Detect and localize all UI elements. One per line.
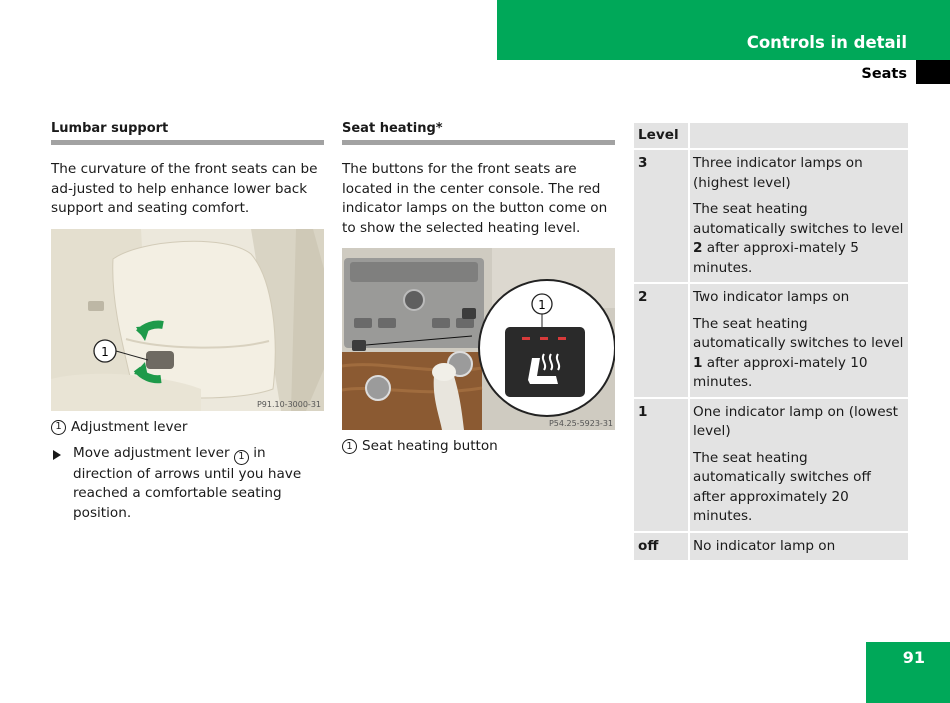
callout-number-icon: 1 <box>51 420 66 435</box>
lumbar-seat-illustration <box>51 229 324 411</box>
level-note: The seat heating automatically switches off after approximately 20 minutes. <box>693 449 871 524</box>
lumbar-instruction <box>51 444 324 523</box>
level-value: 2 <box>634 284 688 397</box>
instruction-text-end: in direction of arrows until you have reached a comfortable seating position. <box>73 445 302 521</box>
table-row <box>634 533 908 561</box>
level-description <box>690 533 908 561</box>
level-value: off <box>634 533 688 561</box>
callout-number-icon: 1 <box>342 439 357 454</box>
heating-levels-table <box>634 123 908 562</box>
page-number-band <box>866 642 950 703</box>
table-header-row <box>634 123 908 148</box>
level-note: The seat heating automatically switches to level 2 after approxi-mately 5 minutes. <box>693 201 904 276</box>
lumbar-body: The curvature of the front seats can be ad-justed to help enhance lower back support and seating comfort. <box>51 161 318 216</box>
seat-heating-caption <box>342 437 615 457</box>
table-header-description <box>690 123 908 148</box>
heating-callout-number: 1 <box>538 298 546 312</box>
center-console-illustration <box>342 248 615 430</box>
section-title: Seats <box>861 66 907 82</box>
heading-rule <box>51 140 324 145</box>
lumbar-callout-number: 1 <box>101 344 109 359</box>
lumbar-support-column <box>51 120 324 523</box>
level-note: The seat heating automatically switches to level 1 after approxi-mately 10 minutes. <box>693 315 904 390</box>
seat-heating-body: The buttons for the front seats are located in the center console. The red indicator lamps on the button come on to show the selected heating level. <box>342 161 608 236</box>
level-value: 3 <box>634 150 688 282</box>
table-header-level: Level <box>634 123 688 148</box>
seat-heating-column <box>342 120 615 457</box>
chapter-title: Controls in detail <box>746 33 907 52</box>
lumbar-image-code: P91.10-3000-31 <box>256 399 321 409</box>
section-tab-marker <box>916 60 950 84</box>
table-row <box>634 399 908 531</box>
level-description <box>690 399 908 531</box>
lumbar-heading: Lumbar support <box>51 121 169 136</box>
level-status: No indicator lamp on <box>693 537 836 554</box>
table-row <box>634 150 908 282</box>
seat-heating-heading: Seat heating* <box>342 121 443 136</box>
seat-heating-caption-text: Seat heating button <box>362 438 498 454</box>
lumbar-caption-text: Adjustment lever <box>71 418 188 435</box>
level-status: Three indicator lamps on (highest level) <box>693 155 863 191</box>
level-value: 1 <box>634 399 688 531</box>
heating-image-code: P54.25-5923-31 <box>548 419 613 428</box>
table-row <box>634 284 908 397</box>
callout-number-icon: 1 <box>234 450 249 465</box>
level-description <box>690 150 908 282</box>
level-status: Two indicator lamps on <box>693 289 850 305</box>
page-number: 91 <box>902 648 925 667</box>
lumbar-caption <box>51 418 324 438</box>
instruction-text-start: Move adjustment lever <box>73 445 230 461</box>
level-status: One indicator lamp on (lowest level) <box>693 403 899 439</box>
level-description <box>690 284 908 397</box>
heading-rule <box>342 140 615 145</box>
bullet-triangle-icon <box>53 450 61 460</box>
